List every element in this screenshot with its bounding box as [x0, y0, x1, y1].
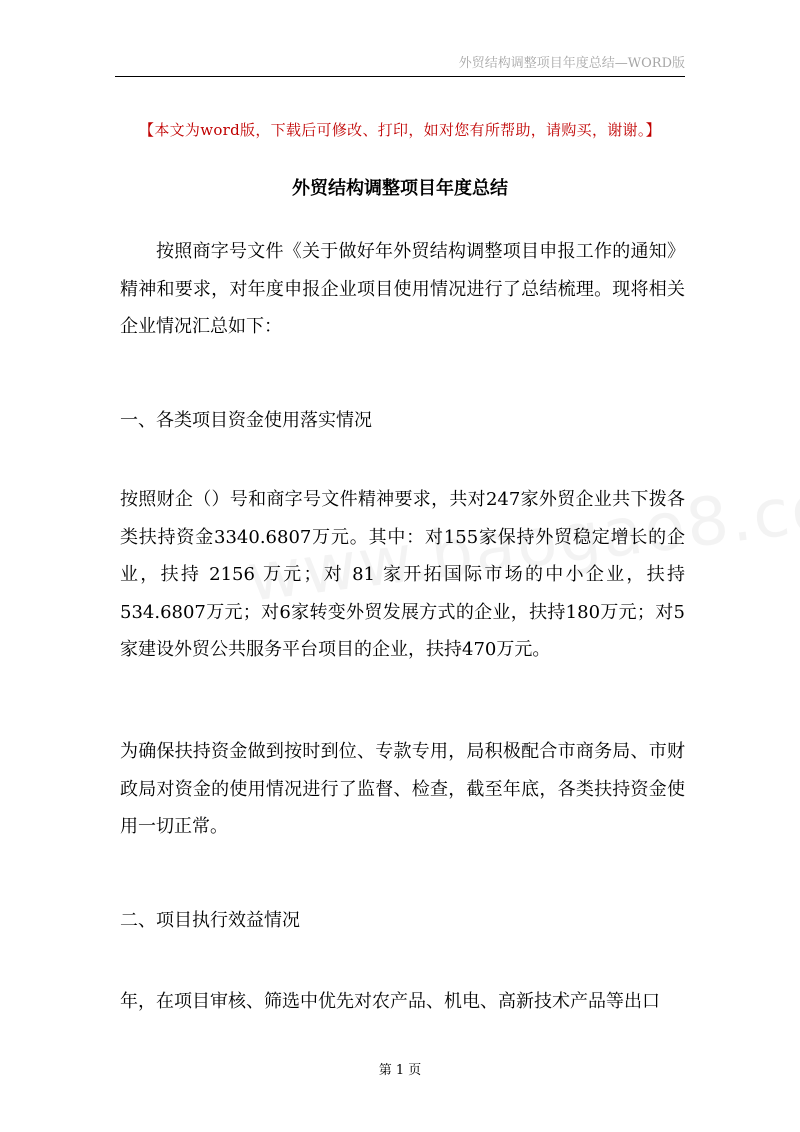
document-title: 外贸结构调整项目年度总结	[292, 178, 508, 199]
page-number: 第 1 页	[378, 1063, 422, 1078]
section2-heading: 二、项目执行效益情况	[120, 910, 300, 931]
section2-heading-block	[120, 902, 685, 940]
section1-p1-text: 按照财企（）号和商字号文件精神要求，共对247家外贸企业共下拨各类扶持资金3340.6807万元。其中：对155家保持外贸稳定增长的企业，扶持 2156 万元；对 81 家开拓国际市场的中小企业，扶持534.6807万元；对6家转变外贸发展方式的企业，扶持180万元；对5家建设外贸公共服务平台项目的企业，扶持470万元。	[120, 489, 685, 660]
section1-heading-block	[120, 402, 685, 440]
intro-text: 按照商字号文件《关于做好年外贸结构调整项目申报工作的通知》精神和要求，对年度申报企业项目使用情况进行了总结梳理。现将相关企业情况汇总如下：	[120, 241, 685, 337]
section1-paragraph-1	[120, 481, 685, 669]
section2-paragraph-1	[120, 983, 685, 1021]
section2-p1-text: 年，在项目审核、筛选中优先对农产品、机电、高新技术产品等出口	[120, 991, 660, 1012]
section1-p2-text: 为确保扶持资金做到按时到位、专款专用，局积极配合市商务局、市财政局对资金的使用情况进行了监督、检查，截至年底，各类扶持资金使用一切正常。	[120, 741, 685, 837]
section1-heading: 一、各类项目资金使用落实情况	[120, 410, 372, 431]
download-notice: 【本文为word版，下载后可修改、打印，如对您有所帮助，请购买，谢谢。】	[139, 121, 661, 139]
intro-paragraph	[120, 233, 685, 346]
header-divider	[115, 76, 685, 77]
section1-paragraph-2	[120, 733, 685, 846]
page-header-title: 外贸结构调整项目年度总结—WORD版	[458, 56, 685, 71]
